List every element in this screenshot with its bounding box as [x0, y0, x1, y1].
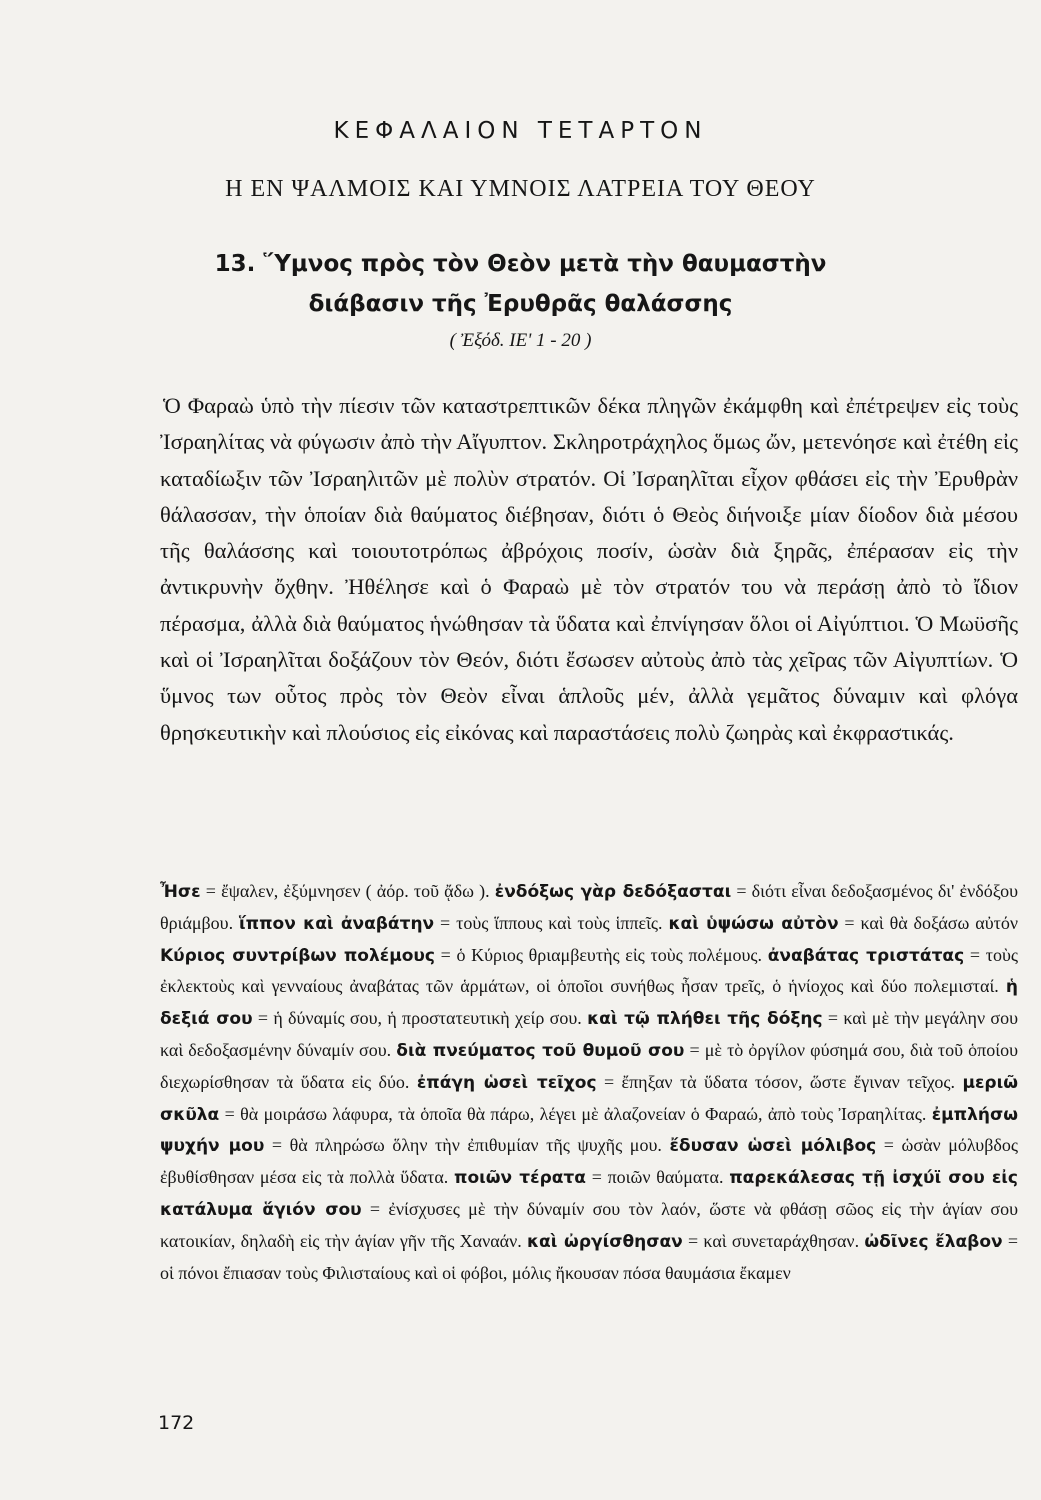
- gloss-explanation: = τοὺς ἐκλεκτοὺς καὶ γενναίους ἀναβάτας τῶν ἁρμάτων, οἱ ὁποῖοι συνήθως ἦσαν τρεῖς, ὁ ἡνίοχος καὶ δύο πολεμισταί.: [160, 944, 1018, 997]
- gloss-term: καὶ ὑψώσω αὐτὸν: [668, 913, 839, 934]
- section-title-line: 13. Ὕμνος πρὸς τὸν Θεὸν μετὰ τὴν θαυμαστὴν: [214, 251, 827, 277]
- gloss-explanation: = θὰ μοιράσω λάφυρα, τὰ ὁποῖα θὰ πάρω, λέγει μὲ ἀλαζονείαν ὁ Φαραώ, ἀπὸ τοὺς Ἰσραηλίτας.: [219, 1103, 932, 1124]
- gloss-term: Κύριος συντρίβων πολέμους: [160, 945, 435, 966]
- gloss-term: μεριῶ σκῦλα: [160, 1072, 1018, 1125]
- gloss-term: καὶ ὠργίσθησαν: [526, 1231, 683, 1252]
- gloss-explanation: = καὶ μὲ τὴν μεγάλην σου καὶ δεδοξασμένην δύναμίν σου.: [160, 1008, 1019, 1060]
- gloss-explanation: = ποιῶν θαύματα.: [585, 1167, 730, 1188]
- chapter-subtitle: Η ΕΝ ΨΑΛΜΟΙΣ ΚΑΙ ΥΜΝΟΙΣ ΛΑΤΡΕΙΑ ΤΟΥ ΘΕΟΥ: [225, 176, 816, 202]
- gloss-explanation: = ἐνίσχυσες μὲ τὴν δύναμίν σου τὸν λαόν, ὥστε νὰ φθάσῃ σῶος εἰς τὴν ἁγίαν σου κατοικίαν, δηλαδὴ εἰς τὴν ἁγίαν γῆν τῆς Χαναάν.: [160, 1198, 1019, 1251]
- gloss-term: ἡ δεξιά σου: [160, 977, 1018, 1030]
- gloss-explanation: = θὰ πληρώσω ὅλην τὴν ἐπιθυμίαν τῆς ψυχῆς μου.: [264, 1135, 670, 1156]
- section-title-line: διάβασιν τῆς Ἐρυθρᾶς θαλάσσης: [308, 291, 733, 317]
- gloss-explanation: = ἡ δύναμίς σου, ἡ προστατευτικὴ χείρ σου.: [252, 1008, 588, 1029]
- gloss-explanation: = καὶ θὰ δοξάσω αὐτόν: [838, 912, 1018, 933]
- gloss-term: ἐπάγη ὡσεὶ τεῖχος: [416, 1072, 597, 1093]
- section-title: [0, 244, 1041, 324]
- gloss-term: ἔδυσαν ὡσεὶ μόλιβος: [669, 1136, 877, 1157]
- gloss-term: ποιῶν τέρατα: [454, 1168, 586, 1189]
- gloss-explanation: = ἔψαλεν, ἐξύμνησεν ( ἀόρ. τοῦ ᾄδω ).: [200, 881, 495, 901]
- gloss-explanation: = ὡσὰν μόλυβδος ἐβυθίσθησαν μέσα εἰς τὰ πολλὰ ὕδατα.: [160, 1135, 1018, 1188]
- gloss-term: Ἦσε: [160, 882, 201, 902]
- gloss-explanation: = τοὺς ἵππους καὶ τοὺς ἱππεῖς.: [434, 912, 669, 933]
- gloss-term: ἵππον καὶ ἀναβάτην: [239, 913, 435, 934]
- gloss-term: ὠδῖνες ἔλαβον: [864, 1231, 1003, 1252]
- gloss-explanation: = μὲ τὸ ὀργίλον φύσημά σου, διὰ τοῦ ὁποίου διεχωρίσθησαν τὰ ὕδατα εἰς δύο.: [160, 1039, 1018, 1092]
- gloss-explanation: = οἱ πόνοι ἔπιασαν τοὺς Φιλισταίους καὶ οἱ φόβοι, μόλις ἤκουσαν πόσα θαυμάσια ἔκαμεν: [160, 1230, 1019, 1283]
- gloss-term: ἐνδόξως γὰρ δεδόξασται: [494, 882, 732, 902]
- gloss-term: διὰ πνεύματος τοῦ θυμοῦ σου: [396, 1040, 685, 1061]
- gloss-term: ἀναβάτας τριστάτας: [767, 945, 965, 966]
- gloss-term: ἐμπλήσω ψυχήν μου: [160, 1104, 1018, 1157]
- body-paragraph: [160, 388, 1018, 751]
- gloss-explanation: = καὶ συνεταράχθησαν.: [682, 1230, 865, 1251]
- section-reference: ( Ἐξόδ. ΙΕ' 1 - 20 ): [449, 330, 592, 351]
- gloss-term: παρεκάλεσας τῇ ἰσχύϊ σου εἰς κατάλυμα ἅγιόν σου: [160, 1168, 1018, 1220]
- gloss-explanation: = ὁ Κύριος θριαμβευτὴς εἰς τοὺς πολέμους.: [434, 944, 768, 965]
- page-number: 172: [158, 1412, 195, 1434]
- chapter-heading: ΚΕΦΑΛΑΙΟΝ ΤΕΤΑΡΤΟΝ: [333, 118, 708, 144]
- body-text: Ὁ Φαραὼ ὑπὸ τὴν πίεσιν τῶν καταστρεπτικῶν δέκα πληγῶν ἐκάμφθη καὶ ἐπέτρεψεν εἰς τοὺς Ἰσραηλίτας νὰ φύγωσιν ἀπὸ τὴν Αἴγυπτον. Σκληροτράχηλος ὅμως ὤν, μετενόησε καὶ ἐτέθη εἰς καταδίωξιν τῶν Ἰσραηλιτῶν μὲ πολὺν στρατόν. Οἱ Ἰσραηλῖται εἶχον φθάσει εἰς τὴν Ἐρυθρὰν θάλασσαν, τὴν ὁποίαν διὰ θαύματος διέβησαν, διότι ὁ Θεὸς διήνοιξε μίαν δίοδον διὰ μέσου τῆς θαλάσσης καὶ τοιουτοτρόπως ἀβρόχοις ποσίν, ὡσὰν διὰ ξηρᾶς, ἐπέρασαν εἰς τὴν ἀντικρυνὴν ὄχθην. Ἠθέλησε καὶ ὁ Φαραὼ μὲ τὸν στρατόν του νὰ περάσῃ ἀπὸ τὸ ἴδιον πέρασμα, ἀλλὰ διὰ θαύματος ἡνώθησαν τὰ ὕδατα καὶ ἐπνίγησαν ὅλοι οἱ Αἰγύπτιοι. Ὁ Μωϋσῆς καὶ οἱ Ἰσραηλῖται δοξάζουν τὸν Θεόν, διότι ἔσωσεν αὐτοὺς ἀπὸ τὰς χεῖρας τῶν Αἰγυπτίων. Ὁ ὕμνος των οὗτος πρὸς τὸν Θεὸν εἶναι ἁπλοῦς μέν, ἀλλὰ γεμᾶτος δύναμιν καὶ φλόγα θρησκευτικὴν καὶ πλούσιος εἰς εἰκόνας καὶ παραστάσεις πολὺ ζωηρὰς καὶ ἐκφραστικάς.: [160, 393, 1018, 745]
- gloss-explanation: = ἔπηξαν τὰ ὕδατα τόσον, ὥστε ἔγιναν τεῖχος.: [596, 1071, 963, 1092]
- gloss-paragraph: [160, 876, 1018, 1288]
- gloss-explanation: = διότι εἶναι δεδοξασμένος δι' ἐνδόξου θριάμβου.: [160, 881, 1018, 933]
- gloss-term: καὶ τῷ πλήθει τῆς δόξης: [587, 1009, 823, 1030]
- gloss-list: [160, 876, 1018, 1288]
